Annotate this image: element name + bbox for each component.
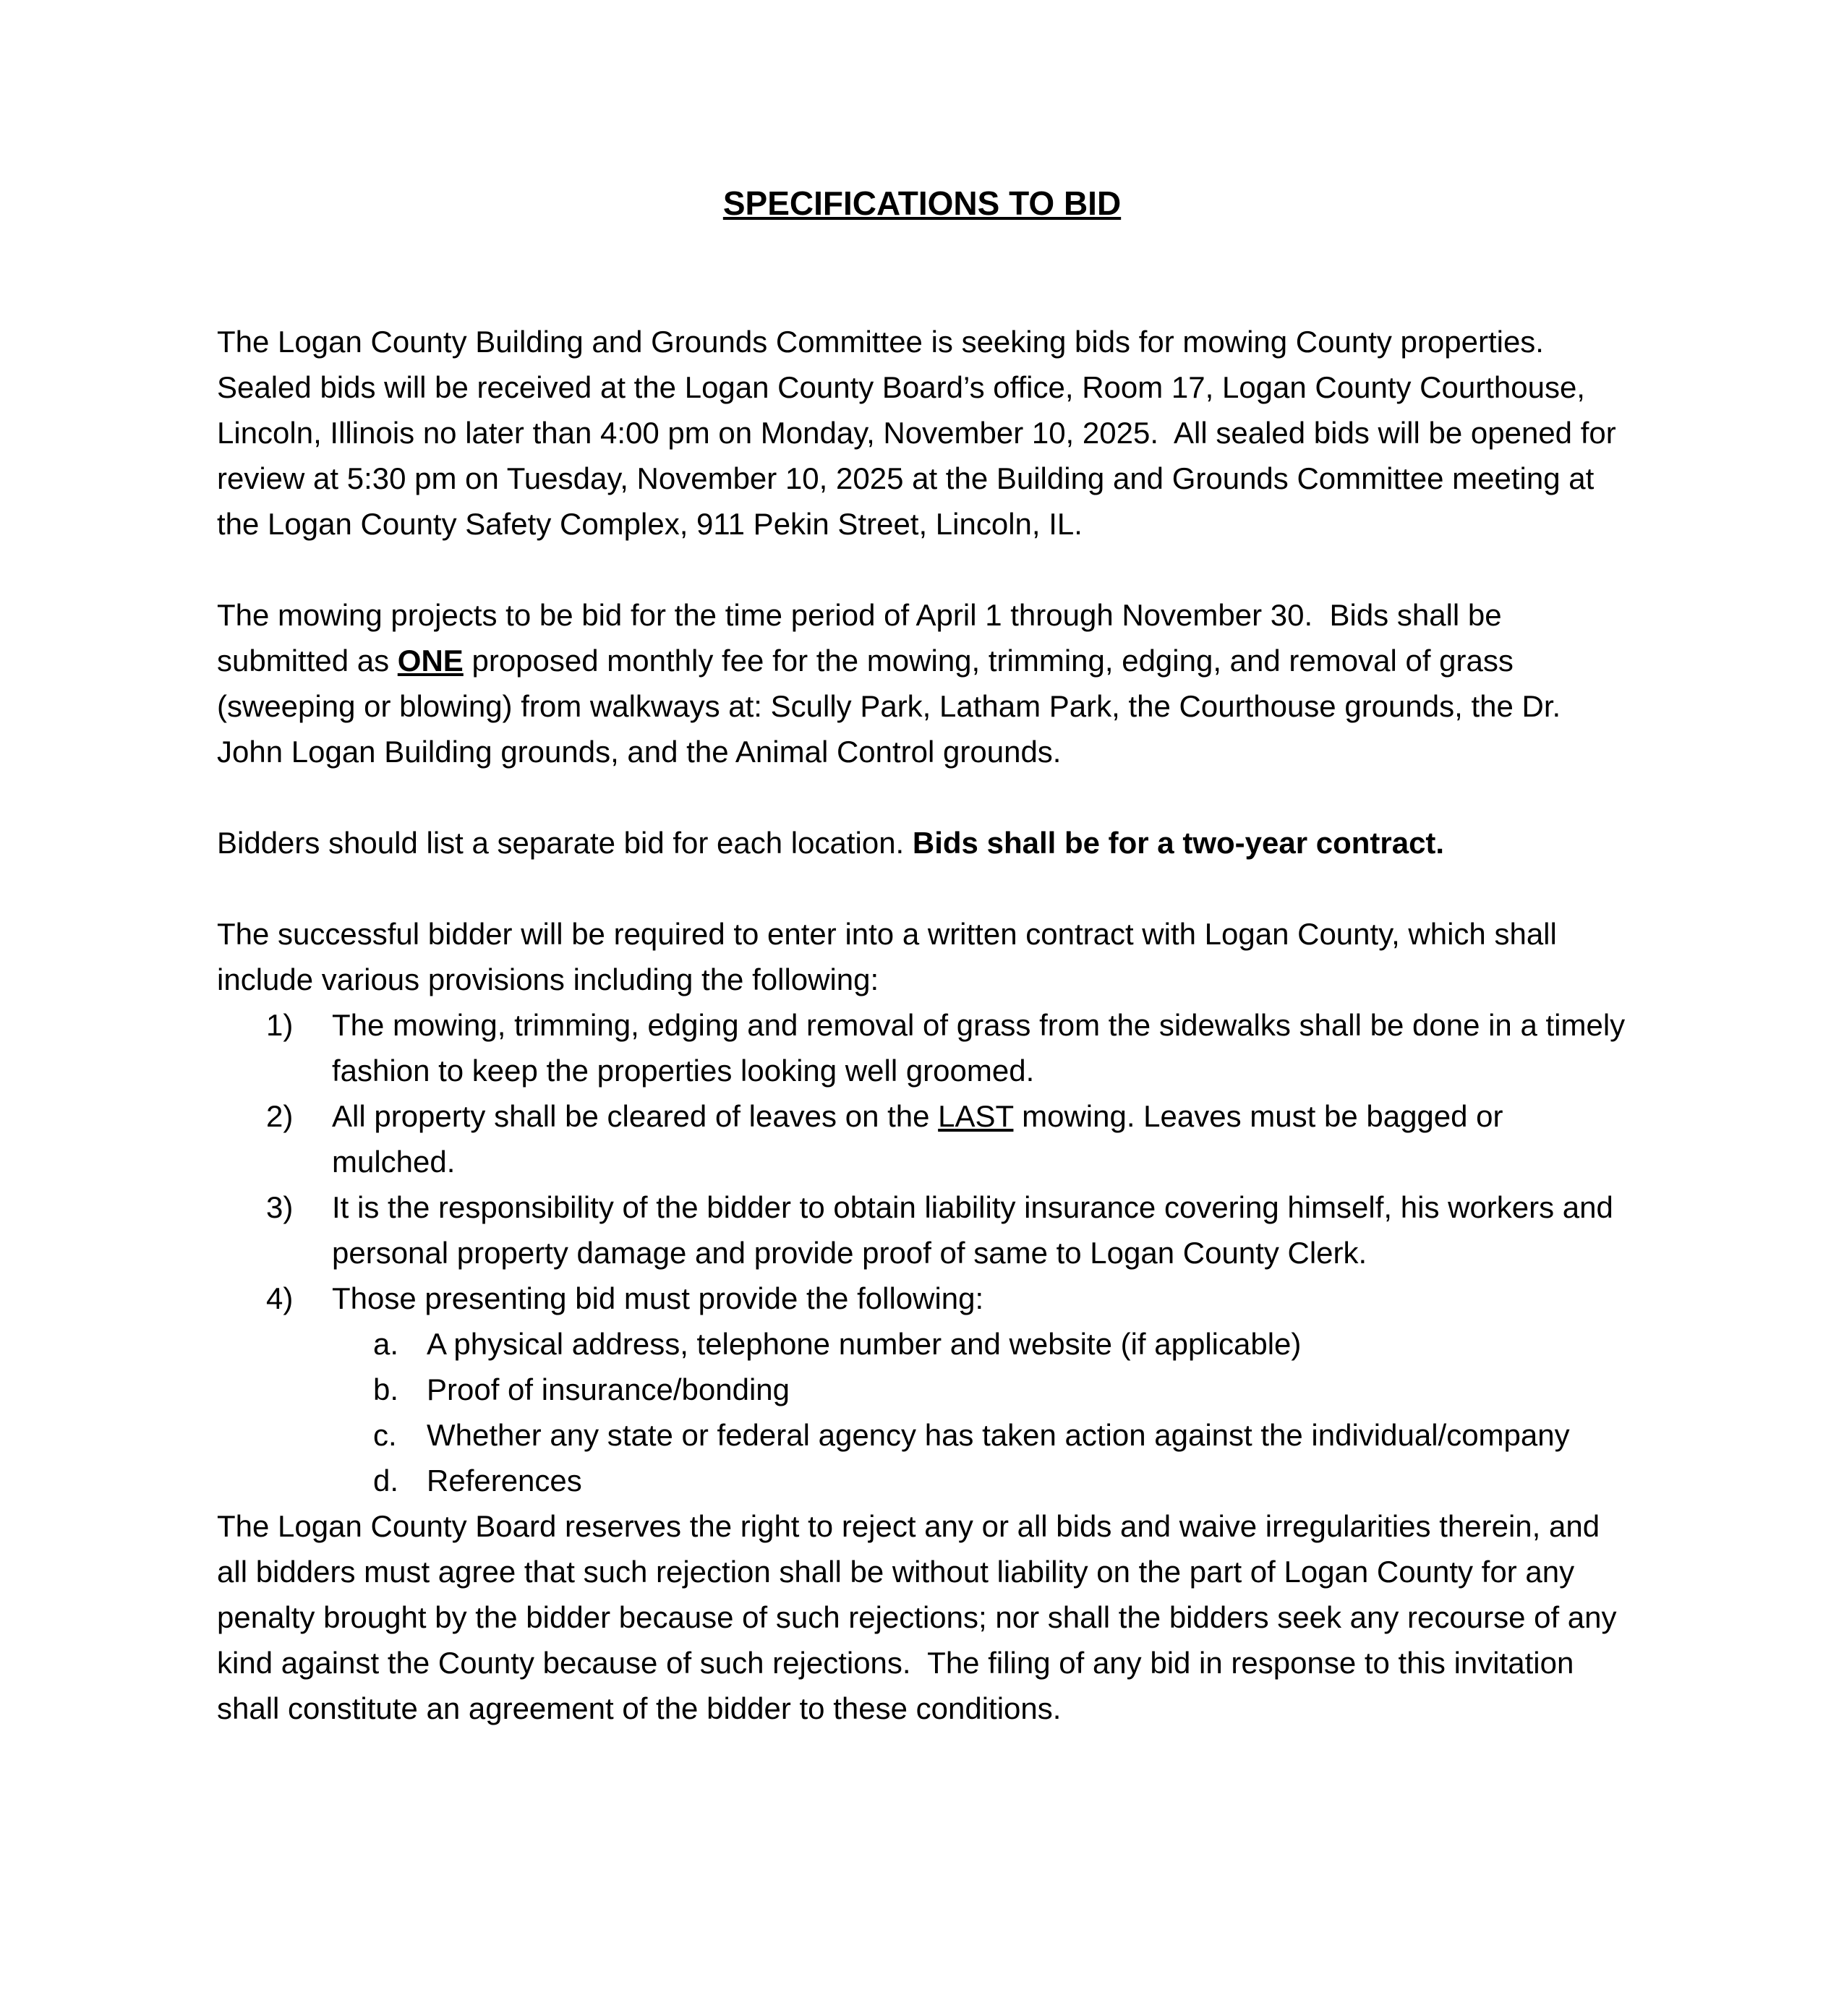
list-item-label: b. xyxy=(373,1372,399,1406)
text-segment: It is the responsibility of the bidder to obtain liability insurance covering himself, his workers and personal property damage and provide proof of same to Logan County Clerk. xyxy=(332,1190,1622,1270)
document-title xyxy=(217,181,1627,226)
list-item-label: d. xyxy=(373,1464,399,1498)
sub-list-item xyxy=(217,1321,1627,1367)
text-segment: All property shall be cleared of leaves on the xyxy=(332,1099,939,1133)
sub-list-item xyxy=(217,1367,1627,1412)
list-item xyxy=(217,1093,1627,1184)
text-segment: The successful bidder will be required to enter into a written contract with Logan County, which shall include various provisions including the following: xyxy=(217,917,1566,996)
list-item xyxy=(217,1002,1634,1093)
list-item-label: 1) xyxy=(266,1008,294,1042)
list-item-label: 2) xyxy=(266,1099,294,1133)
paragraph xyxy=(217,820,1627,866)
paragraph xyxy=(217,592,1627,774)
text-segment: proposed monthly fee for the mowing, trimming, edging, and removal of grass (sweeping or blowing) from walkways at: Scully Park, Latham Park, the Courthouse grounds, the Dr. John Logan Building grounds, and the Animal Control grounds. xyxy=(217,644,1569,769)
text-segment: Bidders should list a separate bid for each location. xyxy=(217,826,913,860)
list-item-text xyxy=(427,1367,1627,1412)
document-title-text: SPECIFICATIONS TO BID xyxy=(722,184,1122,222)
sub-list-item xyxy=(217,1458,1627,1503)
text-segment: References xyxy=(427,1464,582,1498)
list-item-text xyxy=(427,1458,1627,1503)
sub-list-item xyxy=(217,1412,1627,1458)
list-item-text xyxy=(332,1093,1627,1184)
list-item-text xyxy=(427,1321,1627,1367)
list-item-label: 4) xyxy=(266,1281,294,1315)
list-item xyxy=(217,1184,1627,1276)
list-item-text xyxy=(332,1184,1627,1276)
list-item-label: a. xyxy=(373,1327,399,1361)
list-item-label: 3) xyxy=(266,1190,294,1224)
text-segment: The Logan County Building and Grounds Committee is seeking bids for mowing County properties. Sealed bids will be received at the Logan County Board’s office, Room 17, Logan County Courthouse, Lincoln, Illinois no later than 4:00 pm on Monday, November 10, 2025. All sealed bids will be opened for review at 5:30 pm on Tuesday, November 10, 2025 at the Building and Grounds Committee meeting at the Logan County Safety Complex, 911 Pekin Street, Lincoln, IL. xyxy=(217,325,1625,541)
text-segment: A physical address, telephone number and website (if applicable) xyxy=(427,1327,1302,1361)
text-segment: Proof of insurance/bonding xyxy=(427,1372,790,1406)
text-segment: LAST xyxy=(938,1099,1014,1133)
list-item-label: c. xyxy=(373,1418,397,1452)
list-item-text xyxy=(332,1002,1634,1093)
text-segment: ONE xyxy=(397,644,464,678)
paragraph xyxy=(217,911,1627,1002)
text-segment: mowing. Leaves must be bagged or mulched. xyxy=(332,1099,1512,1179)
text-segment: Those presenting bid must provide the following: xyxy=(332,1281,984,1315)
list-item xyxy=(217,1276,1627,1321)
text-segment: Bids shall be for a two-year contract. xyxy=(912,826,1445,860)
text-segment: The mowing, trimming, edging and removal of grass from the sidewalks shall be done in a timely fashion to keep the properties looking well groomed. xyxy=(332,1008,1634,1088)
text-segment: The mowing projects to be bid for the time period of April 1 through November 30. Bids shall be submitted as xyxy=(217,598,1511,678)
text-segment: The Logan County Board reserves the right to reject any or all bids and waive irregularities therein, and all bidders must agree that such rejection shall be without liability on the part of Logan County for any penalty brought by the bidder because of such rejections; nor shall the bidders seek any recourse of any kind against the County because of such rejections. The filing of any bid in response to this invitation shall constitute an agreement of the bidder to these conditions. xyxy=(217,1509,1626,1725)
list-item-text xyxy=(427,1412,1627,1458)
paragraph xyxy=(217,319,1627,547)
text-segment: Whether any state or federal agency has taken action against the individual/company xyxy=(427,1418,1570,1452)
list-item-text xyxy=(332,1276,1627,1321)
paragraph xyxy=(217,1503,1627,1731)
document-body xyxy=(217,319,1634,1731)
